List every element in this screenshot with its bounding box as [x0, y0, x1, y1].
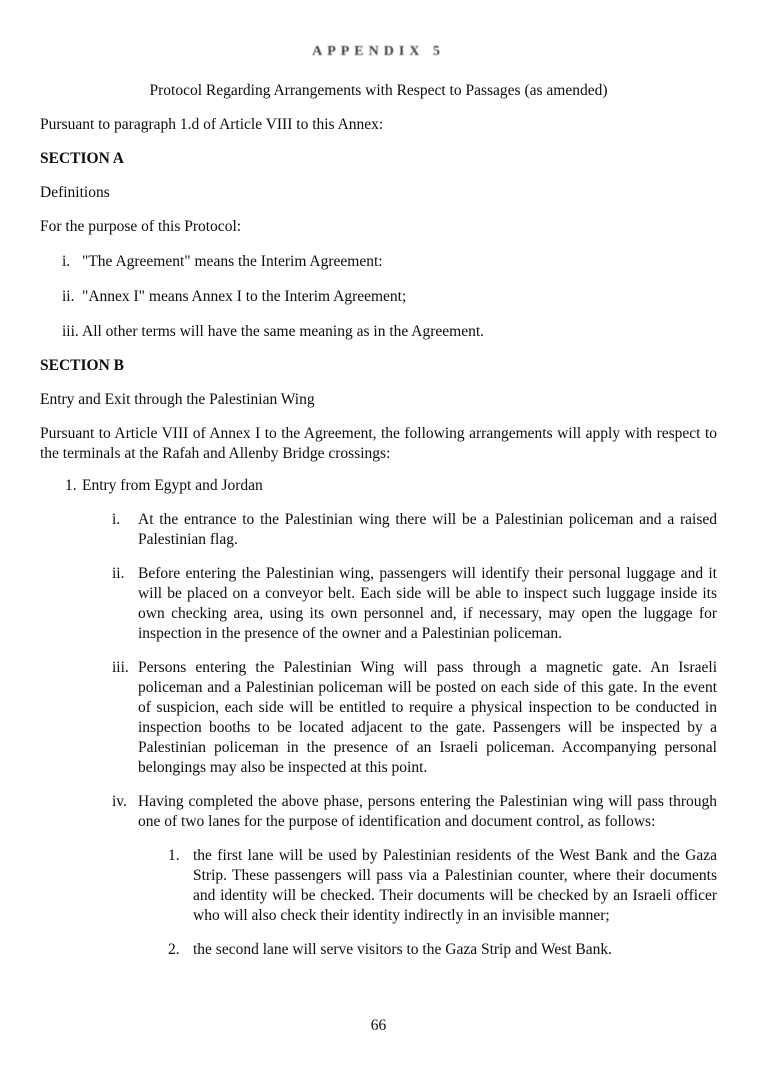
list-text: Before entering the Palestinian wing, passengers will identify their personal luggage and it will be placed on a conveyor belt. Each side will be able to inspect such luggage inside its own checking area, using its own personnel and, if necessary, may open the luggage for inspection in the presence of the owner and a Palestinian policeman. [138, 565, 717, 642]
lane-item-2 [168, 940, 717, 960]
section-b-heading: SECTION B [40, 357, 124, 374]
list-marker: iii. [112, 659, 129, 676]
list-text: the second lane will serve visitors to the Gaza Strip and West Bank. [193, 941, 613, 958]
appendix-header: APPENDIX 5 [312, 44, 445, 59]
definition-item-i [62, 252, 717, 272]
list-text: Having completed the above phase, persons entering the Palestinian wing will pass through one of two lanes for the purpose of identification and document control, as follows: [138, 793, 717, 830]
section-a-lead: For the purpose of this Protocol: [40, 218, 242, 235]
entry-subitem-ii [112, 564, 717, 644]
definition-item-iii [62, 322, 717, 342]
section-a-subheading: Definitions [40, 184, 110, 201]
entry-subitem-iii [112, 658, 717, 778]
section-b-lead: Pursuant to Article VIII of Annex I to the Agreement, the following arrangements will apply with respect to the terminals at the Rafah and Allenby Bridge crossings: [40, 425, 717, 462]
list-marker: iv. [112, 793, 127, 810]
list-marker: 1. [168, 847, 180, 864]
section-b-subheading: Entry and Exit through the Palestinian Wing [40, 391, 315, 408]
list-marker: ii. [62, 288, 75, 305]
document-title: Protocol Regarding Arrangements with Respect to Passages (as amended) [149, 82, 608, 99]
list-marker: 2. [168, 941, 180, 958]
list-marker: i. [62, 253, 71, 270]
list-marker: iii. [62, 323, 79, 340]
intro-paragraph: Pursuant to paragraph 1.d of Article VIII to this Annex: [40, 116, 384, 133]
section-a-heading: SECTION A [40, 150, 124, 167]
list-marker: i. [112, 511, 121, 528]
entry-subitem-i [112, 510, 717, 550]
list-marker: 1. [65, 477, 77, 494]
list-marker: ii. [112, 565, 125, 582]
list-text: Persons entering the Palestinian Wing will pass through a magnetic gate. An Israeli policeman and a Palestinian policeman will be posted on each side of this gate. In the event of suspicion, each side will be entitled to require a physical inspection to be conducted in inspection booths to be located adjacent to the gate. Passengers will be inspected by a Palestinian policeman in the presence of an Israeli policeman. Accompanying personal belongings may also be inspected at this point. [138, 659, 717, 776]
lane-item-1 [168, 846, 717, 926]
list-text: At the entrance to the Palestinian wing there will be a Palestinian policeman and a raised Palestinian flag. [138, 511, 717, 548]
entry-subitem-iv [112, 792, 717, 832]
page-number: 66 [370, 1017, 387, 1034]
list-text: "Annex I" means Annex I to the Interim Agreement; [82, 288, 407, 305]
list-text: the first lane will be used by Palestinian residents of the West Bank and the Gaza Strip. These passengers will pass via a Palestinian counter, where their documents and identity will be checked. Their documents will be checked by an Israeli officer who will also check their identity indirectly in an invisible manner; [193, 847, 717, 924]
list-text: "The Agreement" means the Interim Agreement: [82, 253, 383, 270]
list-text: All other terms will have the same meaning as in the Agreement. [82, 323, 485, 340]
entry-item-title: Entry from Egypt and Jordan [82, 477, 263, 494]
definition-item-ii [62, 287, 717, 307]
entry-item-1 [65, 476, 717, 496]
